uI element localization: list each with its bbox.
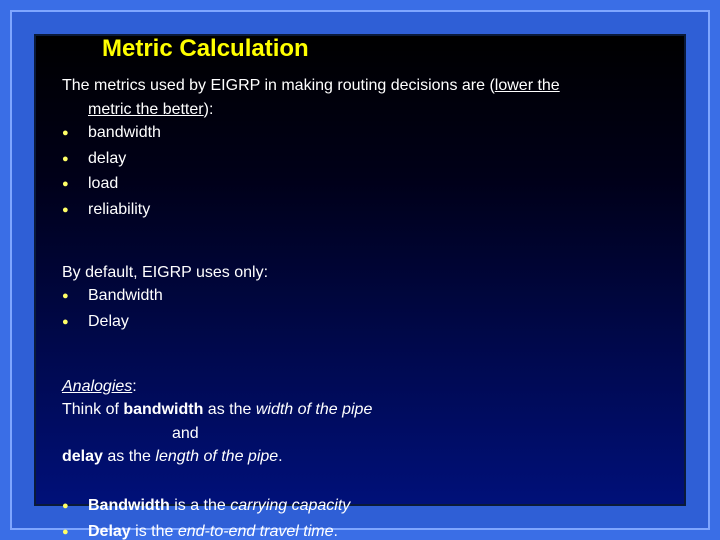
intro-text-post: ): (203, 100, 214, 118)
analogy-bold: delay (62, 448, 103, 465)
list-item (62, 284, 662, 310)
summary-bold: Delay (88, 522, 131, 540)
bullet-icon: ● (62, 203, 69, 216)
analogies-heading (62, 375, 662, 399)
bullet-icon: ● (62, 127, 69, 139)
spacer (62, 223, 662, 247)
analogies-heading-colon: : (132, 377, 137, 395)
list-item (62, 172, 662, 198)
intro-paragraph (62, 74, 662, 121)
analogy-and: and (172, 424, 199, 442)
bullet-icon: ● (62, 152, 69, 165)
summary-mid: is a the (169, 497, 231, 514)
metric-label: bandwidth (88, 124, 161, 141)
bullet-icon: ● (62, 315, 69, 328)
slide-body (62, 74, 662, 540)
analogy-italic: length of the pipe (155, 448, 279, 465)
metric-label: load (88, 175, 119, 192)
list-item (62, 121, 662, 147)
intro-wrap-line (62, 98, 662, 122)
list-item (62, 147, 662, 173)
intro-underline-b: metric the better (88, 100, 204, 118)
summary-mid: is the (130, 522, 178, 540)
summary-text (88, 520, 338, 540)
slide-title: Metric Calculation (102, 35, 309, 62)
bullet-icon: ● (62, 290, 69, 302)
list-item (62, 198, 662, 224)
intro-underline-a: lower the (494, 77, 560, 94)
bullet-icon: ● (62, 500, 69, 512)
analogy-text: as the (102, 448, 156, 465)
analogy-text: as the (203, 401, 256, 418)
spacer (62, 469, 662, 493)
spacer (62, 335, 662, 359)
analogies-heading-text: Analogies (62, 377, 133, 395)
list-item (62, 520, 662, 540)
summary-italic: carrying capacity (230, 497, 351, 514)
analogy-text: . (278, 448, 283, 465)
spacer (62, 359, 662, 375)
default-metric-label: Bandwidth (88, 287, 163, 304)
bullet-icon: ● (62, 525, 69, 538)
analogy-bold: bandwidth (123, 401, 204, 418)
metric-label: reliability (88, 200, 151, 218)
list-item (62, 310, 662, 336)
default-intro: By default, EIGRP uses only: (62, 263, 269, 281)
summary-italic: end-to-end travel time (177, 522, 334, 540)
bullet-icon: ● (62, 178, 69, 190)
summary-bold: Bandwidth (88, 497, 170, 514)
analogy-italic: width of the pipe (255, 401, 373, 418)
analogy-text: Think of (62, 401, 124, 418)
list-item (62, 494, 662, 520)
summary-text (88, 494, 350, 518)
intro-text-pre: The metrics used by EIGRP in making routing decisions are ( (62, 77, 495, 94)
analogy-line-bandwidth (62, 398, 662, 422)
spacer (62, 247, 662, 261)
analogy-line-delay (62, 445, 662, 469)
metric-label: delay (88, 149, 127, 167)
summary-end: . (333, 522, 338, 540)
default-metric-label: Delay (88, 312, 129, 330)
